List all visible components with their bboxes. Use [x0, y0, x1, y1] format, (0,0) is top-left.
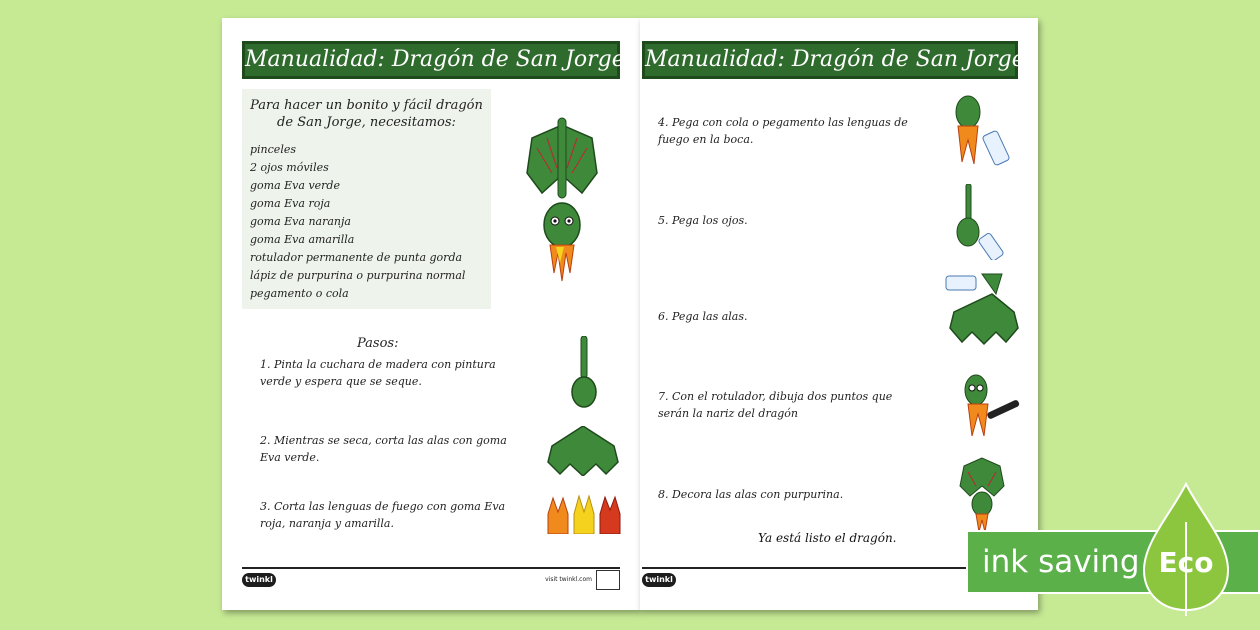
- glitter-dragon-illustration: [958, 456, 1006, 532]
- twinkl-logo: twinkl: [642, 573, 676, 587]
- page-title: Manualidad: Dragón de San Jorge: [242, 41, 620, 79]
- marker-nose-illustration: [950, 364, 1020, 440]
- eco-leaf-icon: [1140, 482, 1232, 618]
- list-item: goma Eva naranja: [250, 215, 351, 228]
- list-item: goma Eva verde: [250, 179, 340, 192]
- eco-badge-label: Eco: [1158, 546, 1214, 579]
- list-item: lápiz de purpurina o purpurina normal: [250, 269, 466, 282]
- step-2: 2. Mientras se seca, corta las alas con goma Eva verde.: [260, 434, 507, 464]
- list-item: rotulador permanente de punta gorda: [250, 251, 463, 264]
- step-1: 1. Pinta la cuchara de madera con pintura verde y espera que se seque.: [260, 358, 496, 388]
- step-3: 3. Corta las lenguas de fuego con goma Eva roja, naranja y amarilla.: [260, 500, 506, 530]
- final-text: Ya está listo el dragón.: [758, 531, 897, 545]
- step-8: 8. Decora las alas con purpurina.: [658, 488, 844, 501]
- list-item: goma Eva amarilla: [250, 233, 355, 246]
- footer-divider: [242, 567, 620, 569]
- materials-list: [250, 141, 491, 303]
- materials-heading: Para hacer un bonito y fácil dragón de San Jorge, necesitamos:: [250, 98, 483, 130]
- step-4: 4. Pega con cola o pegamento las lenguas de fuego en la boca.: [658, 116, 908, 146]
- materials-box: [242, 89, 491, 309]
- page-title: Manualidad: Dragón de San Jorge: [642, 41, 1018, 79]
- list-item: pinceles: [250, 143, 296, 156]
- list-item: pegamento o cola: [250, 287, 349, 300]
- steps-title: Pasos:: [357, 336, 399, 351]
- footer-divider: [642, 567, 1018, 569]
- green-spoon-illustration: [570, 336, 598, 408]
- list-item: 2 ojos móviles: [250, 161, 329, 174]
- glue-eyes-illustration: [950, 184, 1010, 260]
- finished-dragon-illustration: [522, 113, 602, 283]
- glue-fire-illustration: [946, 92, 1016, 178]
- green-wings-illustration: [546, 426, 620, 476]
- worksheet-page-left: [222, 18, 640, 610]
- step-6: 6. Pega las alas.: [658, 310, 748, 323]
- footer-badge-icon: [596, 570, 620, 590]
- step-5: 5. Pega los ojos.: [658, 214, 748, 227]
- list-item: goma Eva roja: [250, 197, 331, 210]
- ink-saving-label: ink saving: [982, 544, 1140, 580]
- worksheet-page-right: [640, 18, 1038, 610]
- glue-wings-illustration: [944, 272, 1020, 348]
- fire-tongues-illustration: [546, 494, 622, 534]
- step-7: 7. Con el rotulador, dibuja dos puntos que serán la nariz del dragón: [658, 390, 893, 420]
- twinkl-logo: twinkl: [242, 573, 276, 587]
- footer-url: visit twinkl.com: [545, 576, 592, 583]
